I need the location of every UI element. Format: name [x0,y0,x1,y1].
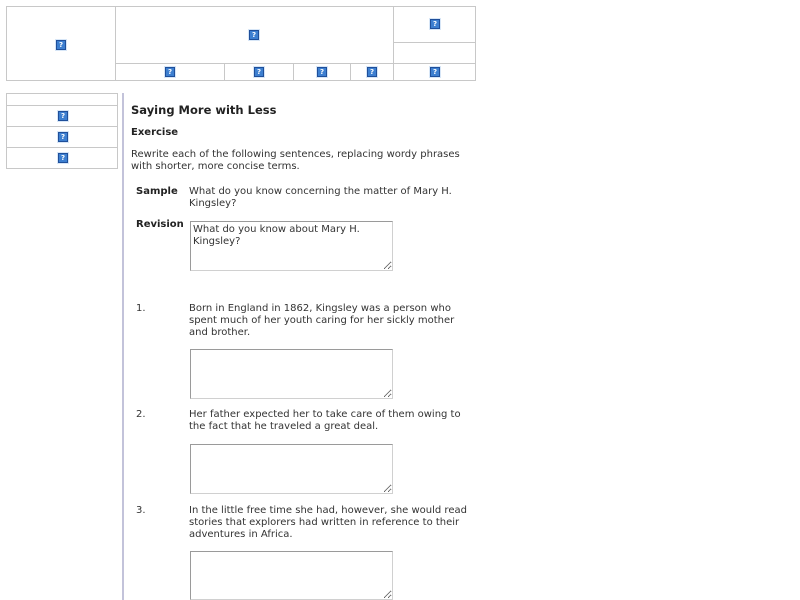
header-nav-item[interactable] [115,63,225,81]
header-nav-item[interactable] [393,63,476,81]
header-corner-cell-lower [393,42,476,64]
broken-image-icon: ? [367,67,377,77]
header-banner-cell [115,6,394,64]
question-number: 3. [136,505,146,516]
broken-image-icon: ? [430,19,440,29]
broken-image-icon: ? [317,67,327,77]
sample-text: What do you know concerning the matter of Mary H. Kingsley? [189,186,452,209]
broken-image-icon: ? [58,111,68,121]
question-text: In the little free time she had, however, she would read stories that explorers had written in reference to their adventures in Africa. [189,505,467,540]
answer-textarea[interactable] [190,444,393,494]
header-nav-item[interactable] [293,63,351,81]
broken-image-icon: ? [165,67,175,77]
instructions-text: Rewrite each of the following sentences, replacing wordy phrases with shorter, more concise terms. [131,149,460,172]
revision-textarea[interactable] [190,221,393,271]
revision-label: Revision [136,219,184,230]
sidebar-item[interactable] [6,147,118,169]
page-title: Saying More with Less [131,103,277,117]
section-heading: Exercise [131,127,179,138]
answer-textarea[interactable] [190,349,393,399]
question-text: Her father expected her to take care of them owing to the fact that he traveled a great deal. [189,409,461,432]
broken-image-icon: ? [254,67,264,77]
sample-label: Sample [136,186,178,197]
broken-image-icon: ? [249,30,259,40]
header-nav-item[interactable] [350,63,394,81]
header-corner-cell [393,6,476,43]
question-text: Born in England in 1862, Kingsley was a person who spent much of her youth caring for her sickly mother and brother. [189,303,455,338]
header-nav-item[interactable] [224,63,294,81]
broken-image-icon: ? [58,132,68,142]
broken-image-icon: ? [58,153,68,163]
content-divider [122,93,124,600]
sidebar-item[interactable] [6,126,118,148]
header-logo-cell [6,6,116,81]
broken-image-icon: ? [430,67,440,77]
question-number: 2. [136,409,146,420]
broken-image-icon: ? [56,40,66,50]
sidebar-item[interactable] [6,105,118,127]
question-number: 1. [136,303,146,314]
answer-textarea[interactable] [190,551,393,600]
